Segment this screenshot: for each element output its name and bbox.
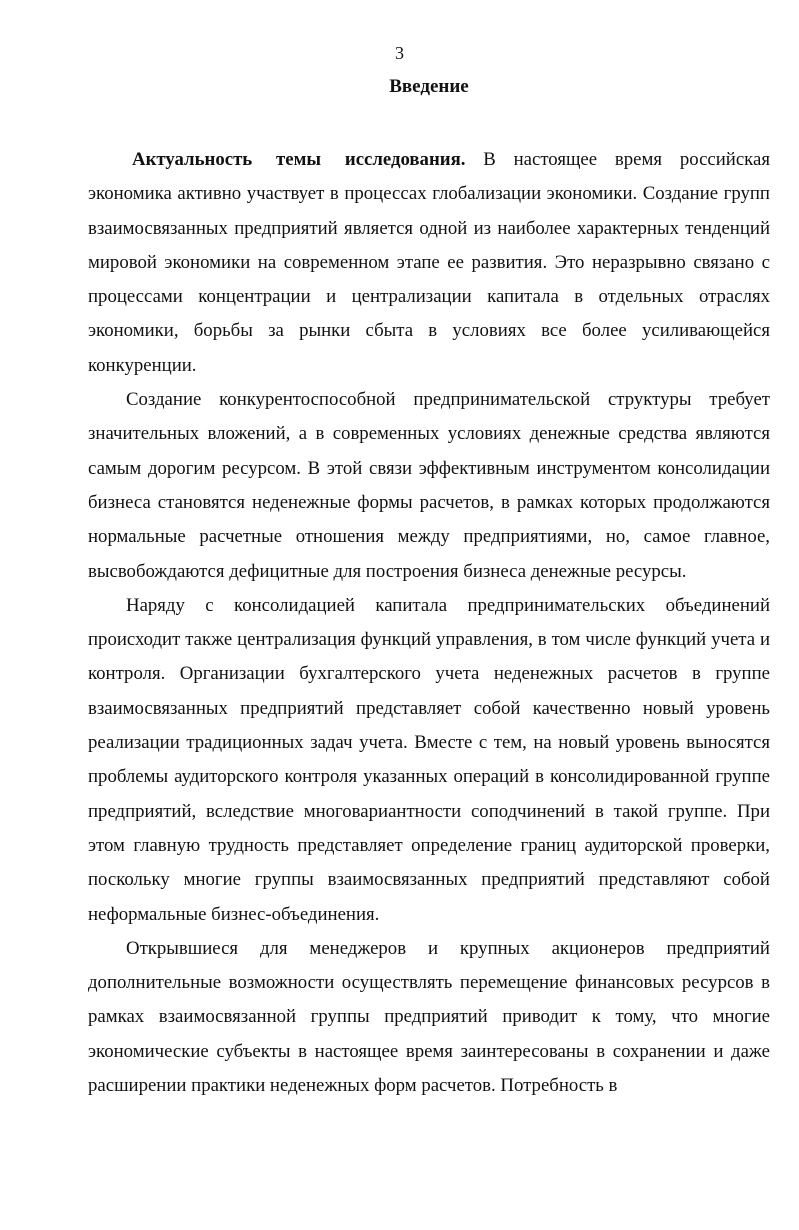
section-heading: Введение	[389, 76, 469, 97]
paragraph-text: В настоящее время российская экономика активно участвует в процессах глобализации экономики. Создание групп взаимосвязанных предприятий является одной из наиболее характерных тенденций мировой экономики на современном этапе ее развития. Это неразрывно связано с процессами концентрации и централизации капитала в отдельных отраслях экономики, борьбы за рынки сбыта в условиях все более усиливающейся конкуренции.	[88, 149, 770, 376]
body-text	[88, 143, 770, 1103]
page-number: 3	[395, 43, 404, 63]
paragraph-2: Создание конкурентоспособной предпринимательской структуры требует значительных вложений, а в современных условиях денежные средства являются самым дорогим ресурсом. В этой связи эффективным инструментом консолидации бизнеса становятся неденежные формы расчетов, в рамках которых продолжаются нормальные расчетные отношения между предприятиями, но, самое главное, высвобождаются дефицитные для построения бизнеса денежные ресурсы.	[88, 389, 770, 582]
paragraph-4: Открывшиеся для менеджеров и крупных акционеров предприятий дополнительные возможности осуществлять перемещение финансовых ресурсов в рамках взаимосвязанной группы предприятий приводит к тому, что многие экономические субъекты в настоящее время заинтересованы в сохранении и даже расширении практики неденежных форм расчетов. Потребность в	[88, 937, 770, 1097]
paragraph-1	[88, 143, 770, 383]
paragraph-lead: Актуальность темы исследования.	[132, 149, 466, 170]
paragraph-3: Наряду с консолидацией капитала предпринимательских объединений происходит также централизация функций управления, в том числе функций учета и контроля. Организации бухгалтерского учета неденежных расчетов в группе взаимосвязанных предприятий представляет собой качественно новый уровень реализации традиционных задач учета. Вместе с тем, на новый уровень выносятся проблемы аудиторского контроля указанных операций в консолидированной группе предприятий, вследствие многовариантности соподчинений в такой группе. При этом главную трудность представляет определение границ аудиторской проверки, поскольку многие группы взаимосвязанных предприятий представляют собой неформальные бизнес-объединения.	[88, 594, 770, 925]
